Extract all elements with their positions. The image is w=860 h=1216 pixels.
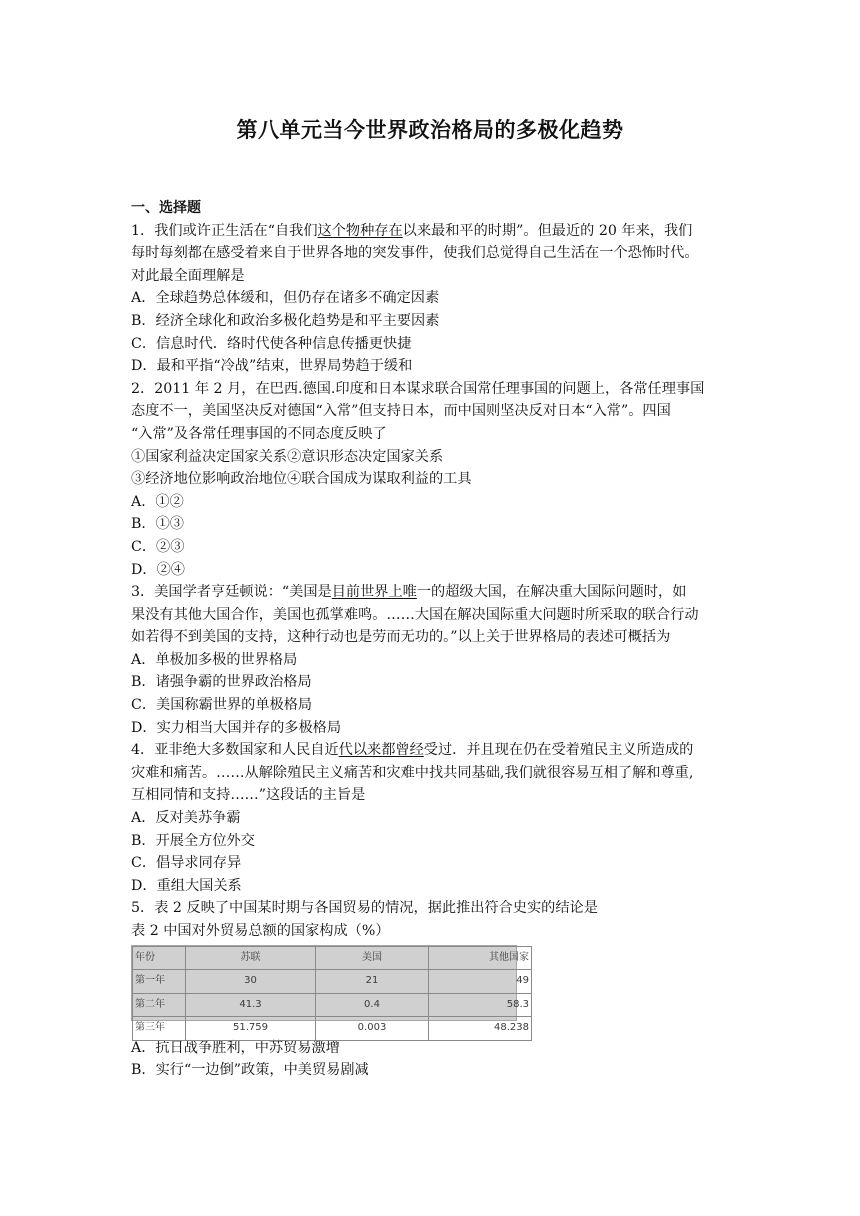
underlined-text: 目前世界上唯 <box>331 584 417 601</box>
table-cell: 48.238 <box>429 1017 532 1041</box>
underlined-text: 代以来都曾经 <box>338 742 424 759</box>
table-cell: 0.4 <box>316 993 429 1017</box>
question-statements: ③经济地位影响政治地位④联合国成为谋取利益的工具 <box>131 471 472 488</box>
option-b: B．实行“一边倒”政策，中美贸易剧减 <box>131 1062 369 1079</box>
question-text: 3．美国学者亨廷顿说：“美国是目前世界上唯一的超级大国，在解决重大国际问题时，如 <box>131 584 687 601</box>
table-caption: 表 2 中国对外贸易总额的国家构成（%） <box>131 923 390 939</box>
question-4 <box>131 739 763 897</box>
option-a: A．抗日战争胜利，中苏贸易激增 <box>131 1039 340 1056</box>
option-a: A．全球趋势总体缓和，但仍存在诸多不确定因素 <box>131 290 440 307</box>
option-c: C．信息时代．络时代使各种信息传播更快捷 <box>131 335 412 352</box>
option-d: D．最和平指“冷战”结束，世界局势趋于缓和 <box>131 358 413 375</box>
trade-table-image <box>131 945 529 1034</box>
question-text: 1．我们或许正生活在“自我们这个物种存在以来最和平的时期”。但最近的 20 年来，我们 <box>131 222 693 239</box>
document-body <box>131 197 763 1082</box>
option-c: C．美国称霸世界的单极格局 <box>131 697 313 714</box>
table-cell: 第二年 <box>133 993 186 1017</box>
table-cell: 21 <box>316 970 429 994</box>
option-a: A．①② <box>131 493 184 510</box>
trade-table <box>132 946 532 1041</box>
table-row <box>133 970 532 994</box>
table-cell: 51.759 <box>186 1017 316 1041</box>
question-2 <box>131 378 763 581</box>
question-text: 互相同情和支持……”这段话的主旨是 <box>131 787 366 804</box>
table-row <box>133 1017 532 1041</box>
table-cell: 41.3 <box>186 993 316 1017</box>
table-cell: 30 <box>186 970 316 994</box>
question-3 <box>131 581 763 739</box>
table-cell: 0.003 <box>316 1017 429 1041</box>
question-text: 果没有其他大国合作，美国也孤掌难鸣。……大国在解决国际重大问题时所采取的联合行动 <box>131 606 699 623</box>
table-cell: 58.3 <box>429 993 532 1017</box>
question-5 <box>131 897 763 1081</box>
question-text: 5．表 2 反映了中国某时期与各国贸易的情况，据此推出符合史实的结论是 <box>131 900 598 917</box>
question-text: 4．亚非绝大多数国家和人民自近代以来都曾经受过．并且现在仍在受着殖民主义所造成的 <box>131 742 694 759</box>
question-statements: ①国家利益决定国家关系②意识形态决定国家关系 <box>131 448 444 465</box>
table-header-row <box>133 946 532 970</box>
option-d: D．②④ <box>131 561 185 578</box>
question-text: 对此最全面理解是 <box>131 267 245 284</box>
document-title: 第八单元当今世界政治格局的多极化趋势 <box>236 118 624 142</box>
question-text: 每时每刻都在感受着来自于世界各地的突发事件，使我们总觉得自己生活在一个恐怖时代。 <box>131 245 699 262</box>
table-cell: 第一年 <box>133 970 186 994</box>
question-text: 态度不一，美国坚决反对德国“入常”但支持日本，而中国则坚决反对日本“入常”。四国 <box>131 403 671 420</box>
option-d: D．实力相当大国并存的多极格局 <box>131 719 342 736</box>
table-header-cell: 苏联 <box>186 946 316 970</box>
question-1 <box>131 220 763 378</box>
option-d: D．重组大国关系 <box>131 877 242 894</box>
section-heading: 一、选择题 <box>131 200 201 216</box>
option-c: C．倡导求同存异 <box>131 855 242 872</box>
table-header-cell: 年份 <box>133 946 186 970</box>
option-c: C．②③ <box>131 538 185 555</box>
table-cell: 第三年 <box>133 1017 186 1041</box>
question-text: 灾难和痛苦。……从解除殖民主义痛苦和灾难中找共同基础,我们就很容易互相了解和尊重, <box>131 764 694 781</box>
question-text: 2．2011 年 2 月，在巴西.德国.印度和日本谋求联合国常任理事国的问题上，各常任理事国 <box>131 380 705 397</box>
table-header-cell: 美国 <box>316 946 429 970</box>
question-text: “入常”及各常任理事国的不同态度反映了 <box>131 425 387 442</box>
table-header-cell: 其他国家 <box>429 946 532 970</box>
table-cell: 49 <box>429 970 532 994</box>
option-b: B．开展全方位外交 <box>131 832 255 849</box>
option-b: B．①③ <box>131 516 184 533</box>
table-row <box>133 993 532 1017</box>
option-a: A．单极加多极的世界格局 <box>131 651 298 668</box>
option-b: B．诸强争霸的世界政治格局 <box>131 674 312 691</box>
option-b: B．经济全球化和政治多极化趋势是和平主要因素 <box>131 312 440 329</box>
underlined-text: 这个物种存在 <box>317 222 403 239</box>
option-a: A．反对美苏争霸 <box>131 810 241 827</box>
question-text: 如若得不到美国的支持，这种行动也是劳而无功的。”以上关于世界格局的表述可概括为 <box>131 629 671 646</box>
